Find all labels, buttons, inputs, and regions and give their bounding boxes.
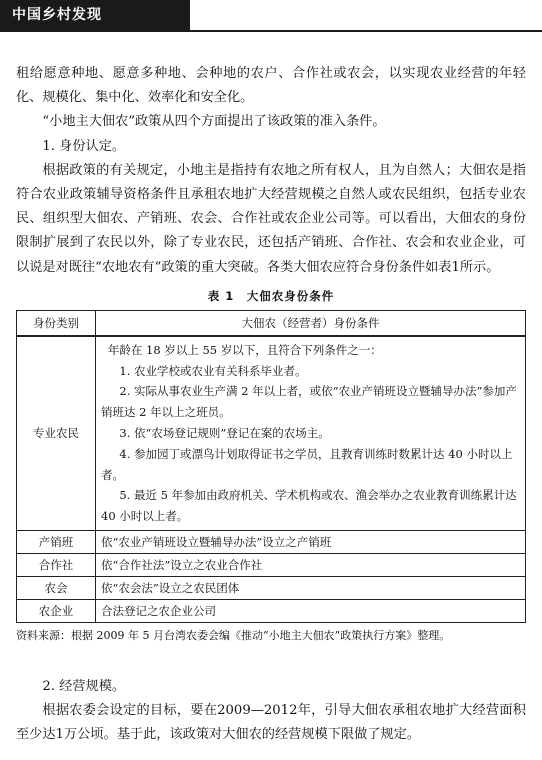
category-cell: 农会 (17, 577, 96, 600)
condition-cell: 合法登记之农企业公司 (96, 600, 526, 623)
header-rule (0, 30, 542, 32)
condition-lead: 年龄在 18 岁以上 55 岁以下，且符合下列条件之一： (107, 342, 382, 357)
condition-item: 1. 农业学校或农业有关科系毕业者。 (119, 363, 307, 378)
paragraph-2: “小地主大佃农”政策从四个方面提出了该政策的准入条件。 (42, 114, 386, 130)
paragraph-scale-body: 根据农委会设定的目标，要在2009—2012年，引导大佃农承租农地扩大经营面积至少达1万公顷。基于此，该政策对大佃农的经营规模下限做了规定。 (16, 703, 526, 743)
section-heading-scale: 2. 经营规模。 (42, 679, 126, 694)
condition-cell: 依“合作社法”设立之农业合作社 (96, 554, 526, 577)
spacer (16, 645, 526, 675)
table-source-note: 资料来源：根据 2009 年 5 月台湾农委会编《推动“小地主大佃农”政策执行方案》整理。 (16, 629, 451, 642)
condition-item: 3. 依“农场登记规则”登记在案的农场主。 (119, 426, 330, 441)
category-cell: 专业农民 (17, 336, 96, 531)
condition-cell: 依“农会法”设立之农民团体 (96, 577, 526, 600)
table-row (17, 577, 526, 600)
paragraph-1: 租给愿意种地、愿意多种地、会种地的农户、合作社或农会，以实现农业经营的年轻化、规模化、集中化、效率化和安全化。 (16, 66, 526, 106)
table-caption: 表 1 大佃农身份条件 (207, 288, 335, 303)
section-header-tag (0, 0, 190, 30)
table-row-professional (17, 336, 526, 531)
category-cell: 农企业 (17, 600, 96, 623)
category-cell: 合作社 (17, 554, 96, 577)
condition-item: 5. 最近 5 年参加由政府机关、学术机构或农、渔会举办之农业教育训练累计达 40 小时以上者。 (101, 488, 517, 524)
table-header-row (17, 310, 526, 336)
table-row (17, 554, 526, 577)
condition-cell: 依“农业产销班设立暨辅导办法”设立之产销班 (96, 531, 526, 554)
identity-conditions-table (16, 310, 526, 623)
header-title: 中国乡村发现 (12, 7, 102, 23)
section-heading-identity: 1. 身份认定。 (42, 138, 126, 154)
table-row (17, 531, 526, 554)
table-row (17, 600, 526, 623)
category-cell: 产销班 (17, 531, 96, 554)
page-content (16, 62, 526, 748)
condition-item: 4. 参加园丁或漂鸟计划取得证书之学员，且教育训练时数累计达 40 小时以上者。 (101, 446, 513, 482)
col-header-condition: 大佃农（经营者）身份条件 (96, 310, 526, 336)
condition-cell (96, 336, 526, 531)
col-header-category: 身份类别 (17, 310, 96, 336)
paragraph-identity-body: 根据政策的有关规定，小地主是指持有农地之所有权人，且为自然人；大佃农是指符合农业政策辅导资格条件且承租农地扩大经营规模之自然人或农民组织，包括专业农民、组织型大佃农、产销班、农会、合作社或农企业公司等。可以看出，大佃农的身份限制扩展到了农民以外，除了专业农民，还包括产销班、合作社、农会和农业企业，可以说是对既往“农地农有”政策的重大突破。各类大佃农应符合身份条件如表1所示。 (16, 162, 526, 275)
condition-item: 2. 实际从事农业生产满 2 年以上者，或依“农业产销班设立暨辅导办法”参加产销班达 2 年以上之班员。 (101, 384, 517, 420)
